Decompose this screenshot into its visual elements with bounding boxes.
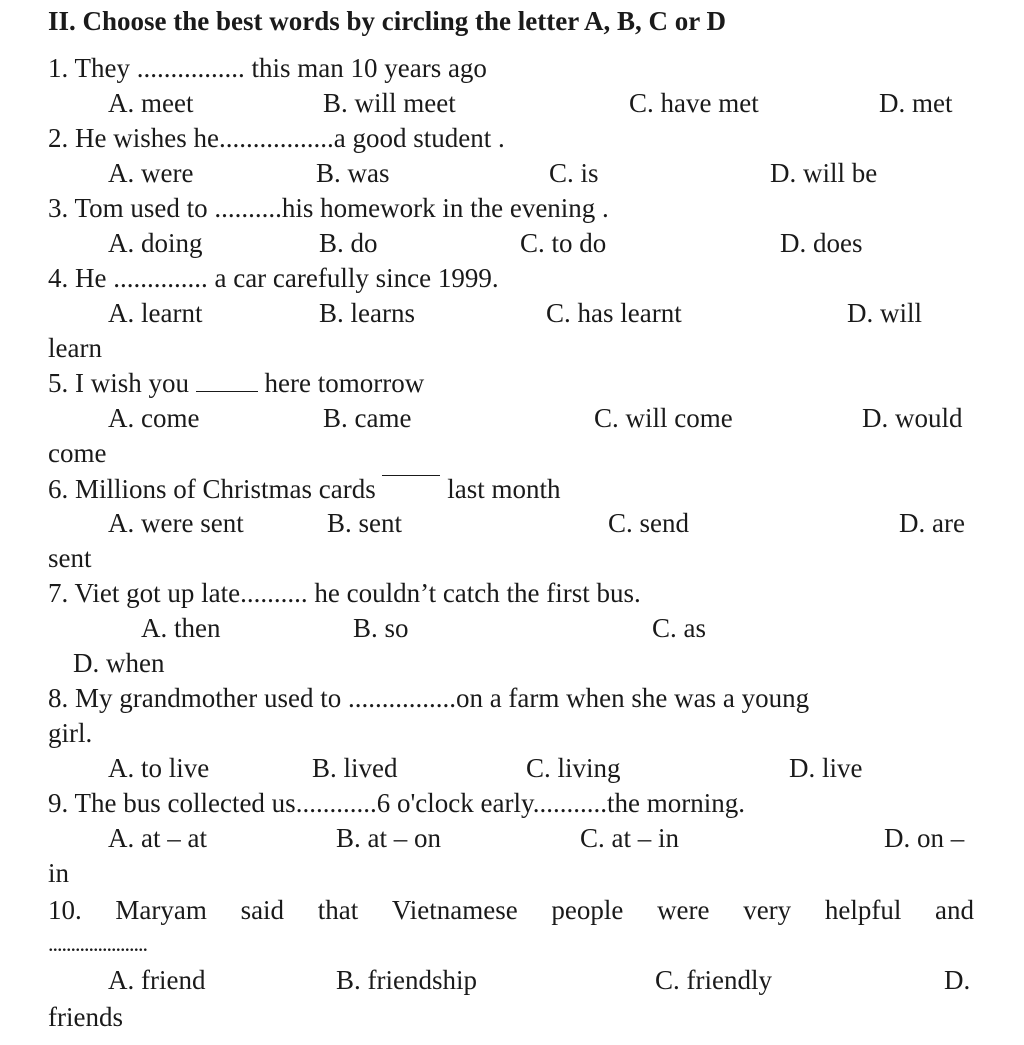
q10-word: said xyxy=(240,895,285,925)
q8-option-c[interactable]: C. living xyxy=(526,753,621,783)
q10-option-b[interactable]: B. friendship xyxy=(336,965,477,995)
question-7-stem: 7. Viet got up late.......... he couldn’t catch the first bus. xyxy=(48,578,641,608)
q10-word: 10. xyxy=(48,895,82,925)
q7-option-a[interactable]: A. then xyxy=(141,613,221,643)
q10-word: people xyxy=(551,895,624,925)
q7-option-d[interactable]: D. when xyxy=(73,648,165,678)
q5-option-d[interactable]: D. would xyxy=(862,403,963,433)
q1-option-b[interactable]: B. will meet xyxy=(323,88,456,118)
q3-option-b[interactable]: B. do xyxy=(319,228,378,258)
q4-option-c[interactable]: C. has learnt xyxy=(546,298,682,328)
q2-option-c[interactable]: C. is xyxy=(549,158,599,188)
q4-option-d[interactable]: D. will xyxy=(847,298,923,328)
q10-word: Vietnamese xyxy=(391,895,518,925)
q2-option-d[interactable]: D. will be xyxy=(770,158,878,188)
q1-option-c[interactable]: C. have met xyxy=(629,88,759,118)
q5-answer-blank[interactable] xyxy=(196,369,258,392)
q5-option-a[interactable]: A. come xyxy=(108,403,200,433)
question-2-stem: 2. He wishes he.................a good student . xyxy=(48,123,505,153)
question-8-stem-wrap: girl. xyxy=(48,718,93,748)
q7-option-c[interactable]: C. as xyxy=(652,613,706,643)
question-1-stem: 1. They ................ this man 10 years ago xyxy=(48,53,487,83)
q1-option-d[interactable]: D. met xyxy=(879,88,953,118)
q9-option-b[interactable]: B. at – on xyxy=(336,823,441,853)
q3-option-a[interactable]: A. doing xyxy=(108,228,203,258)
q10-option-d[interactable]: D. xyxy=(944,965,971,995)
q3-option-d[interactable]: D. does xyxy=(780,228,863,258)
q2-option-b[interactable]: B. was xyxy=(316,158,390,188)
q8-option-d[interactable]: D. live xyxy=(789,753,863,783)
q10-option-d-wrap: friends xyxy=(48,1002,123,1032)
q6-option-a[interactable]: A. were sent xyxy=(108,508,244,538)
question-6-stem xyxy=(48,471,560,507)
question-10-stem xyxy=(48,893,974,928)
section-title: II. Choose the best words by circling the letter A, B, C or D xyxy=(48,6,726,36)
q5-option-c[interactable]: C. will come xyxy=(594,403,733,433)
q6-option-d-wrap: sent xyxy=(48,543,92,573)
q6-option-c[interactable]: C. send xyxy=(608,508,689,538)
question-3-stem: 3. Tom used to ..........his homework in the evening . xyxy=(48,193,609,223)
q6-answer-blank[interactable] xyxy=(382,471,440,476)
q9-option-d[interactable]: D. on – xyxy=(884,823,965,853)
q7-option-b[interactable]: B. so xyxy=(353,613,409,643)
q10-word: and xyxy=(935,895,974,925)
question-4-stem: 4. He .............. a car carefully since 1999. xyxy=(48,263,499,293)
q10-answer-blank[interactable]: ...................... xyxy=(48,931,147,956)
question-9-stem: 9. The bus collected us............6 o'clock early...........the morning. xyxy=(48,788,745,818)
q8-option-a[interactable]: A. to live xyxy=(108,753,210,783)
q9-option-d-wrap: in xyxy=(48,858,70,888)
q6-option-b[interactable]: B. sent xyxy=(327,508,403,538)
q8-option-b[interactable]: B. lived xyxy=(312,753,398,783)
q10-word: Maryam xyxy=(115,895,207,925)
q10-word: that xyxy=(317,895,359,925)
q6-stem-after: last month xyxy=(447,474,561,504)
q5-option-b[interactable]: B. came xyxy=(323,403,412,433)
q1-option-a[interactable]: A. meet xyxy=(108,88,194,118)
q9-option-c[interactable]: C. at – in xyxy=(580,823,679,853)
q4-option-d-wrap: learn xyxy=(48,333,102,363)
q3-option-c[interactable]: C. to do xyxy=(520,228,607,258)
q10-option-a[interactable]: A. friend xyxy=(108,965,206,995)
q6-stem-before: 6. Millions of Christmas cards xyxy=(48,474,376,504)
q9-option-a[interactable]: A. at – at xyxy=(108,823,207,853)
q5-stem-before: 5. I wish you xyxy=(48,368,189,398)
q4-option-a[interactable]: A. learnt xyxy=(108,298,203,328)
question-8-stem: 8. My grandmother used to ................on a farm when she was a young xyxy=(48,683,810,713)
q2-option-a[interactable]: A. were xyxy=(108,158,194,188)
q10-word: were xyxy=(657,895,710,925)
q5-option-d-wrap: come xyxy=(48,438,107,468)
q10-option-c[interactable]: C. friendly xyxy=(655,965,772,995)
q10-word: helpful xyxy=(824,895,902,925)
q4-option-b[interactable]: B. learns xyxy=(319,298,415,328)
q10-word: very xyxy=(743,895,792,925)
question-5-stem xyxy=(48,366,424,401)
q6-option-d[interactable]: D. are xyxy=(899,508,965,538)
q5-stem-after: here tomorrow xyxy=(264,368,425,398)
